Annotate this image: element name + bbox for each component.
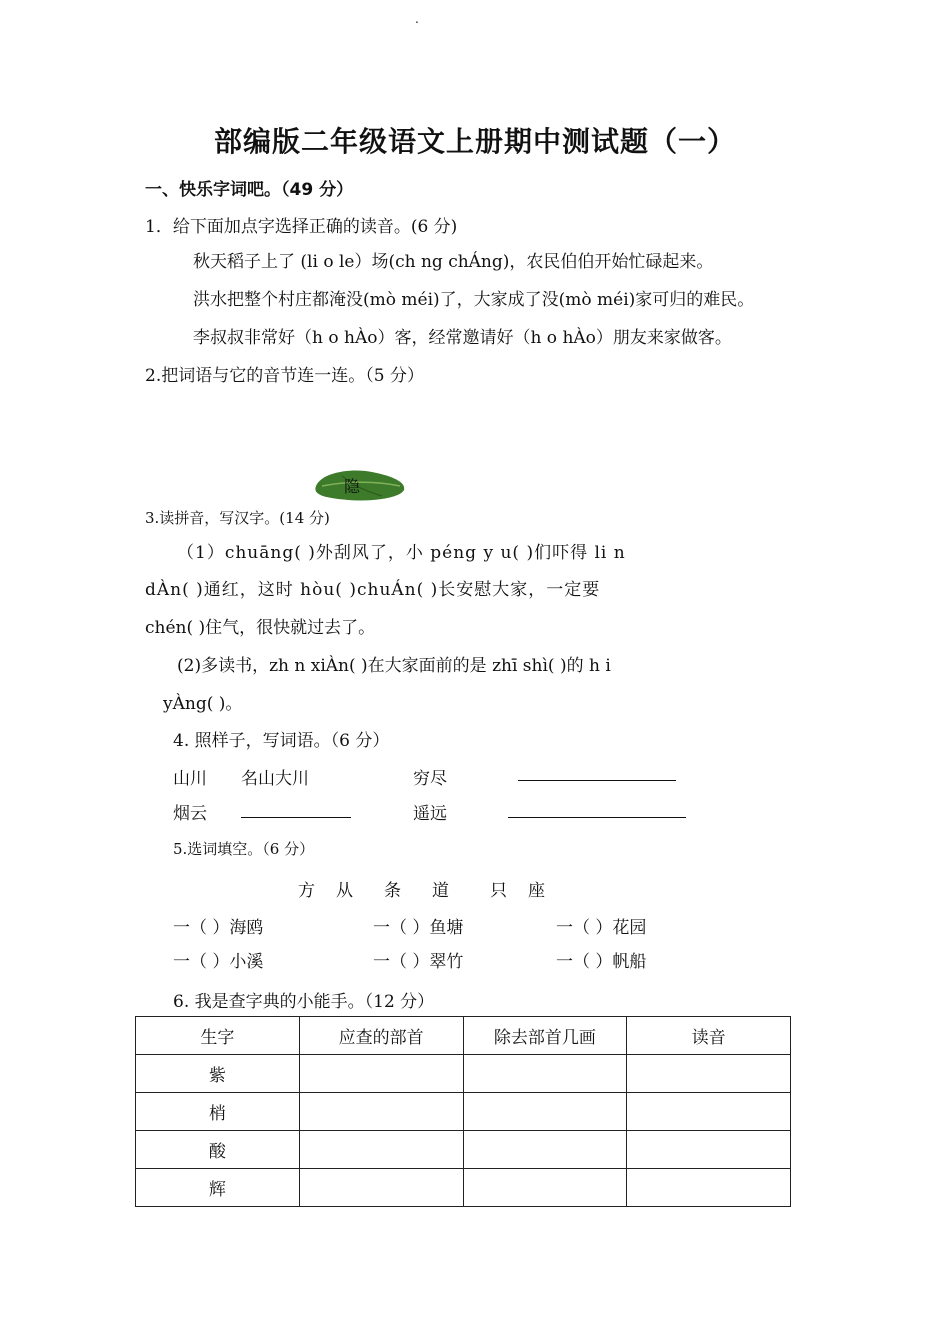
q5-choice: 条 [384, 881, 401, 901]
q6-heading: 6. 我是查字典的小能手。（12 分） [173, 992, 435, 1012]
q5-choice: 座 [528, 881, 545, 901]
char-cell: 酸 [136, 1131, 300, 1169]
answer-cell[interactable] [627, 1093, 791, 1131]
q5-blank-item[interactable]: 一（ ）鱼塘 [373, 918, 464, 938]
q4-item-4: 遥远 [413, 804, 447, 824]
char-cell: 辉 [136, 1169, 300, 1207]
q1-line-3: 李叔叔非常好（h o hÀo）客，经常邀请好（h o hÀo）朋友来家做客。 [193, 328, 732, 348]
table-header-cell: 生字 [136, 1017, 300, 1055]
char-cell: 紫 [136, 1055, 300, 1093]
answer-cell[interactable] [299, 1055, 463, 1093]
q3-line-3: chén( )住气，很快就过去了。 [145, 618, 376, 638]
q5-blank-item[interactable]: 一（ ）小溪 [173, 952, 264, 972]
page-marker: . [415, 12, 419, 26]
q3-line-4: (2)多读书，zh n xiÀn( )在大家面前的是 zhī shì( )的 h i [177, 656, 611, 676]
q3-line-1: （1）chuāng( )外刮风了，小 péng y u( )们吓得 li n [177, 543, 626, 563]
answer-cell[interactable] [463, 1131, 627, 1169]
answer-cell[interactable] [463, 1169, 627, 1207]
q5-choice: 从 [336, 881, 353, 901]
leaf-label: 隐 [344, 477, 361, 496]
q2-heading: 2.把词语与它的音节连一连。（5 分） [145, 366, 424, 386]
answer-cell[interactable] [627, 1131, 791, 1169]
q3-line-5: yÀng( )。 [163, 694, 243, 714]
q4-answer-blank-3[interactable] [241, 799, 351, 818]
answer-cell[interactable] [463, 1055, 627, 1093]
table-row [136, 1055, 791, 1093]
q4-item-3: 烟云 [173, 804, 207, 824]
answer-cell[interactable] [627, 1169, 791, 1207]
q5-blank-item[interactable]: 一（ ）海鸥 [173, 918, 264, 938]
table-header-cell: 读音 [627, 1017, 791, 1055]
q4-example-word: 山川 [173, 769, 207, 789]
q5-choice: 只 [490, 881, 507, 901]
q4-example-answer: 名山大川 [241, 769, 309, 789]
q5-blank-item[interactable]: 一（ ）翠竹 [373, 952, 464, 972]
q5-choice: 方 [298, 881, 315, 901]
q4-answer-blank-2[interactable] [518, 762, 676, 781]
table-header-cell: 应查的部首 [299, 1017, 463, 1055]
section-1-heading: 一、快乐字词吧。（49 分） [145, 180, 354, 200]
table-row [136, 1169, 791, 1207]
answer-cell[interactable] [299, 1131, 463, 1169]
q5-blank-item[interactable]: 一（ ）帆船 [556, 952, 647, 972]
table-header-cell: 除去部首几画 [463, 1017, 627, 1055]
answer-cell[interactable] [627, 1055, 791, 1093]
q5-choice: 道 [432, 881, 449, 901]
dictionary-table [135, 1016, 791, 1207]
page-title: 部编版二年级语文上册期中测试题（一） [213, 125, 736, 158]
char-cell: 梢 [136, 1093, 300, 1131]
answer-cell[interactable] [463, 1093, 627, 1131]
q1-heading: 1．给下面加点字选择正确的读音。(6 分) [145, 217, 458, 237]
q4-item-2: 穷尽 [413, 769, 447, 789]
q1-line-1: 秋天稻子上了 (li o le）场(ch ng chÁng)，农民伯伯开始忙碌起来。 [193, 252, 714, 272]
q1-line-2: 洪水把整个村庄都淹没(mò méi)了，大家成了没(mò méi)家可归的难民。 [193, 290, 755, 310]
q3-heading: 3.读拼音，写汉字。(14 分) [145, 509, 330, 527]
table-header-row [136, 1017, 791, 1055]
answer-cell[interactable] [299, 1093, 463, 1131]
table-row [136, 1093, 791, 1131]
q4-heading: 4. 照样子，写词语。（6 分） [173, 731, 390, 751]
table-row [136, 1131, 791, 1169]
q5-heading: 5.选词填空。（6 分） [173, 840, 315, 858]
q4-answer-blank-4[interactable] [508, 799, 686, 818]
answer-cell[interactable] [299, 1169, 463, 1207]
q5-blank-item[interactable]: 一（ ）花园 [556, 918, 647, 938]
q3-line-2: dÀn( )通红，这时 hòu( )chuÁn( )长安慰大家，一定要 [145, 580, 601, 600]
